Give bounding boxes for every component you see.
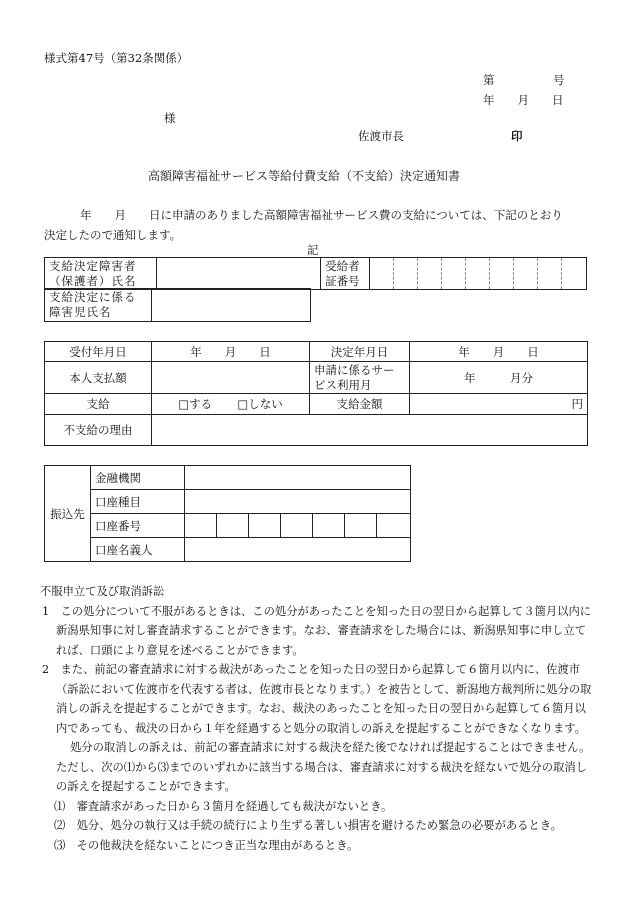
account-holder-label: 口座名義人 (91, 538, 185, 562)
decision-table (44, 341, 588, 446)
recipient-digit[interactable] (442, 258, 466, 290)
recipient-digit[interactable] (370, 258, 394, 290)
non-payment-reason-label: 不支給の理由 (45, 415, 152, 446)
ki-heading: 記 (307, 243, 319, 257)
service-month-label: 申請に係るサービス利用月 (310, 362, 410, 394)
intro-line-2: 決定したので通知します。 (44, 228, 182, 242)
transfer-table (44, 465, 411, 562)
recipient-digit[interactable] (418, 258, 442, 290)
document-title: 高額障害福祉サービス等給付費支給（不支給）決定通知書 (148, 169, 461, 183)
payment-amount-label: 支給金額 (310, 394, 410, 415)
applicant-name-label: 支給決定障害者（保護者）氏名 (45, 258, 157, 290)
child-name-label: 支給決定に係る障害児氏名 (45, 289, 152, 322)
account-digit[interactable] (249, 514, 281, 538)
non-payment-reason-field[interactable] (152, 415, 588, 446)
bank-field[interactable] (185, 466, 411, 490)
decision-date-label: 決定年月日 (310, 342, 410, 362)
notes-item-2: 2 また、前記の審査請求に対する裁決があったことを知った日の翌日から起算して６箇月以内に、佐渡市（訴訟において佐渡市を代表する者は、佐渡市長となります。）を被告として、新潟地方裁判所に処分の取消しの訴えを提起することができます。なお、裁決のあったことを知った日の翌日から起算して６箇月以内であっても、裁決の日から１年を経過すると処分の取消しの訴えを提起することができなくなります。 (42, 663, 592, 735)
child-name-field[interactable] (152, 289, 311, 322)
account-digit[interactable] (313, 514, 345, 538)
addressee-suffix: 様 (164, 111, 176, 125)
recipient-digit[interactable] (537, 258, 561, 290)
recipient-digit[interactable] (561, 258, 586, 290)
issue-date: 年 月 日 (483, 93, 564, 107)
intro-line-1: 年 月 日に申請のありました高額障害福祉サービス費の支給については、下記のとおり (80, 208, 563, 222)
account-digit[interactable] (281, 514, 313, 538)
account-digit[interactable] (185, 514, 217, 538)
recipient-number-label: 受給者証番号 (321, 258, 370, 290)
doc-number-prefix: 第 (483, 73, 495, 87)
applicant-name-field[interactable] (156, 258, 321, 290)
notes-item-1: 1 この処分について不服があるときは、この処分があったことを知った日の翌日から起算して３箇月以内に新潟県知事に対し審査請求することができます。なお、審査請求をした場合には、新潟県知事に申し立てれば、口頭により意見を述べることができます。 (42, 604, 592, 657)
account-type-field[interactable] (185, 490, 411, 514)
self-pay-field[interactable] (152, 362, 310, 394)
transfer-label: 振込先 (45, 466, 91, 562)
receipt-date-label: 受付年月日 (45, 342, 152, 362)
bank-label: 金融機関 (91, 466, 185, 490)
account-digit[interactable] (345, 514, 377, 538)
receipt-date-value[interactable]: 年 月 日 (152, 342, 310, 362)
child-table (44, 288, 311, 322)
payment-yes-checkbox[interactable]: □する (178, 397, 213, 411)
seal-mark: 印 (511, 129, 523, 143)
account-holder-field[interactable] (185, 538, 411, 562)
self-pay-label: 本人支払額 (45, 362, 152, 394)
payment-no-checkbox[interactable]: □しない (237, 397, 283, 411)
account-digit[interactable] (377, 514, 411, 538)
decision-date-value[interactable]: 年 月 日 (410, 342, 588, 362)
doc-number-suffix: 号 (553, 73, 565, 87)
notes-sub-1: ⑴ 審査請求があった日から３箇月を経過しても裁決がないとき。 (54, 799, 393, 813)
payment-amount-value[interactable]: 円 (410, 394, 588, 415)
applicant-table (44, 257, 587, 290)
account-digit[interactable] (217, 514, 249, 538)
notes-heading: 不服申立て及び取消訴訟 (40, 585, 165, 598)
appeal-notes (42, 582, 592, 855)
recipient-digit[interactable] (466, 258, 490, 290)
notes-sub-2: ⑵ 処分、処分の執行又は手続の続行により生ずる著しい損害を避けるため緊急の必要があるとき。 (54, 819, 562, 832)
recipient-digit[interactable] (513, 258, 537, 290)
account-number-label: 口座番号 (91, 514, 185, 538)
account-type-label: 口座種目 (91, 490, 185, 514)
payment-label: 支給 (45, 394, 152, 415)
form-number: 様式第47号（第32条関係） (44, 51, 189, 65)
recipient-digit[interactable] (394, 258, 418, 290)
service-month-value[interactable]: 年 月分 (410, 362, 588, 394)
issuer-name: 佐渡市長 (358, 129, 404, 143)
notes-paragraph: 処分の取消しの訴えは、前記の審査請求に対する裁決を経た後でなければ提起することはできません。ただし、次の⑴から⑶までのいずれかに該当する場合は、審査請求に対する裁決を経ないで処分の取消しの訴えを提起することができます。 (56, 741, 591, 793)
recipient-digit[interactable] (490, 258, 514, 290)
notes-sub-3: ⑶ その他裁決を経ないことにつき正当な理由があるとき。 (54, 838, 359, 852)
payment-choice[interactable] (152, 394, 310, 415)
